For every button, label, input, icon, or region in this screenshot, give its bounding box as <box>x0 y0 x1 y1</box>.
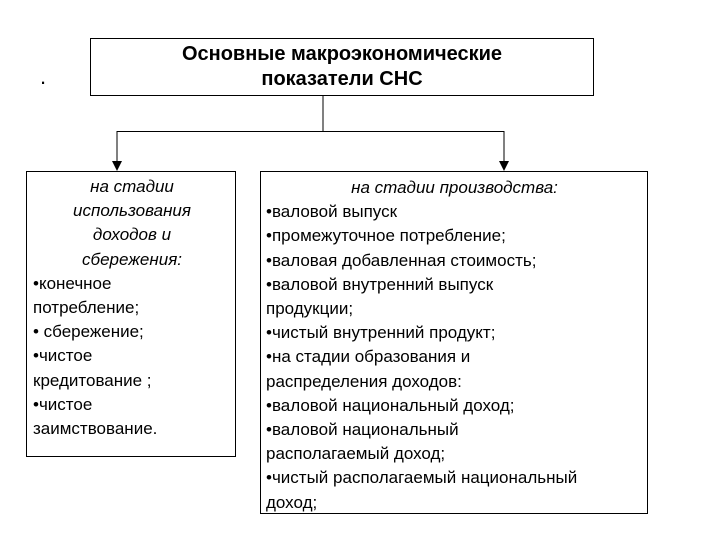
usage-item-line: потребление; <box>33 298 140 318</box>
usage-item-line: •чистое <box>33 394 93 414</box>
usage-item-line: •чистое <box>33 346 93 366</box>
bullet-marker: . <box>40 64 47 89</box>
usage-heading-line: сбережения: <box>82 249 182 269</box>
production-item-line: •валовая добавленная стоимость; <box>266 250 537 270</box>
production-item-line: •на стадии образования и <box>266 347 471 367</box>
production-item-line: •промежуточное потребление; <box>266 226 506 246</box>
usage-heading-line: доходов и <box>92 225 172 245</box>
production-item-line: •чистый внутренний продукт; <box>266 323 496 343</box>
production-item-line: •валовой национальный <box>266 420 459 440</box>
title-line-1: Основные макроэкономические <box>181 43 503 65</box>
usage-heading-line: использования <box>73 201 191 221</box>
usage-item-line: кредитование ; <box>33 370 152 390</box>
production-heading: на стадии производства: <box>351 178 558 197</box>
usage-stage-box <box>26 171 236 457</box>
production-item-line: •валовой национальный доход; <box>266 395 515 415</box>
production-item-line: распределения доходов: <box>266 371 462 391</box>
usage-heading-line: на стадии <box>90 177 174 196</box>
arrowhead-right <box>499 161 509 171</box>
usage-item-line: заимствование. <box>33 419 158 439</box>
usage-item-line: • сбережение; <box>33 322 144 342</box>
production-item-line: располагаемый доход; <box>266 444 446 464</box>
title-line-2: показатели СНС <box>261 68 423 90</box>
production-item-line: доход; <box>266 492 318 512</box>
usage-item-line: •конечное <box>33 273 112 293</box>
production-item-line: •валовой внутренний выпуск <box>266 274 494 294</box>
production-stage-box <box>260 171 648 514</box>
arrowhead-left <box>112 161 122 171</box>
production-item-line: •чистый располагаемый национальный <box>266 468 578 488</box>
production-item-line: продукции; <box>266 299 354 319</box>
production-item-line: •валовой выпуск <box>266 202 398 222</box>
